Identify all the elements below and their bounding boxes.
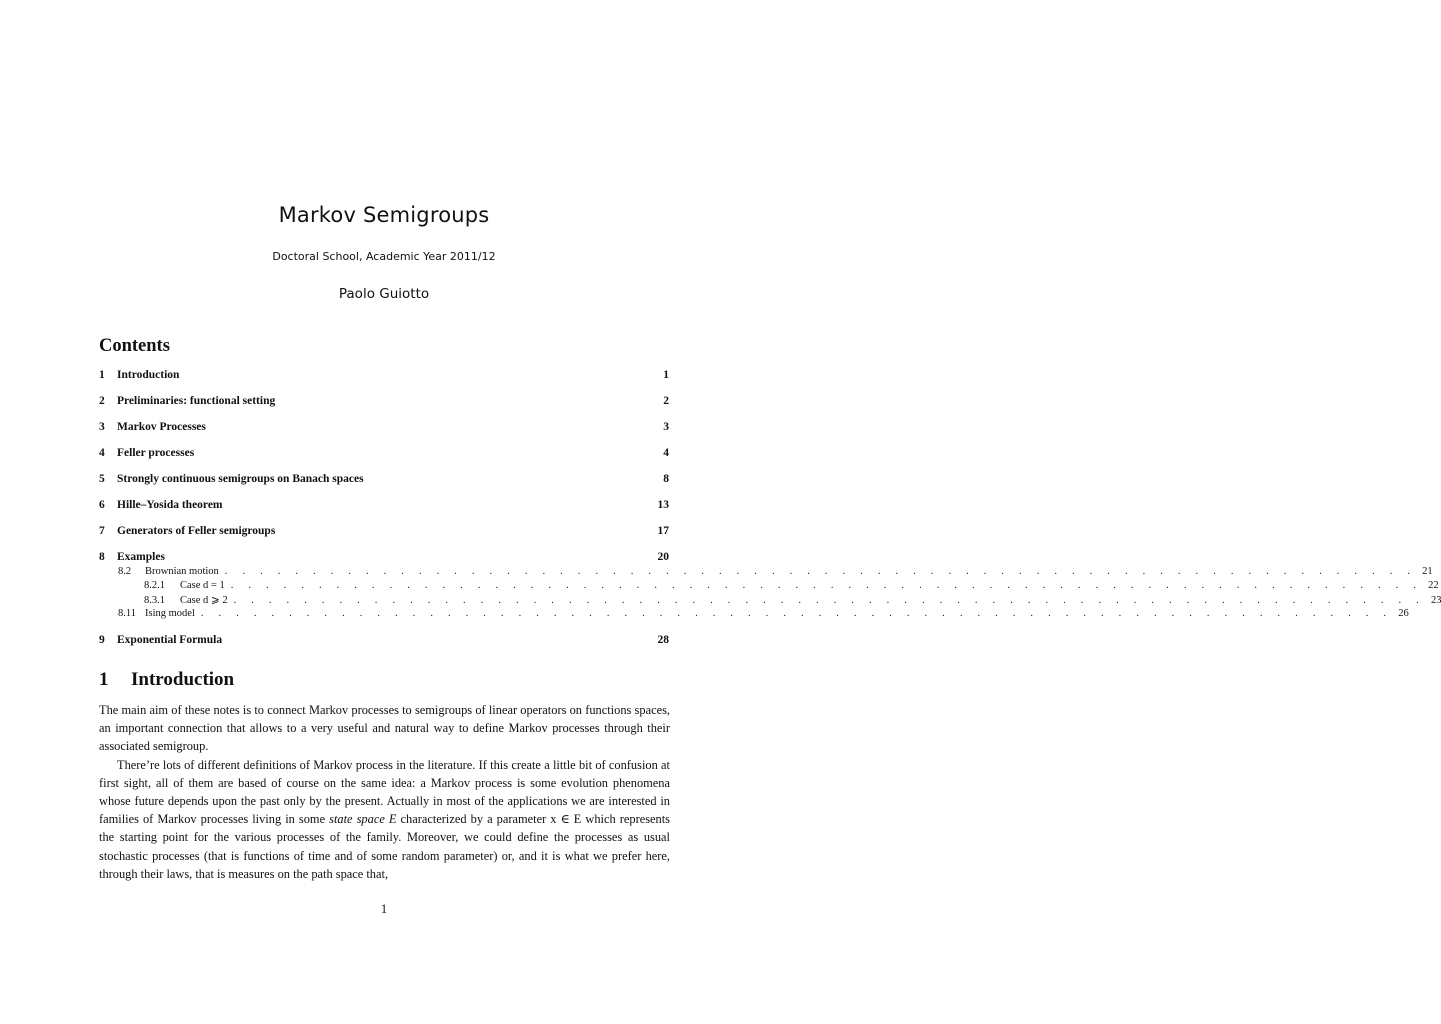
- toc-entry-number: 5: [99, 473, 105, 485]
- toc-entry[interactable]: [99, 525, 669, 541]
- emphasized-term: state space E: [329, 812, 397, 827]
- toc-subentry[interactable]: [118, 566, 1433, 580]
- toc-entry-page: 8: [663, 473, 669, 485]
- document-subtitle: Doctoral School, Academic Year 2011/12: [272, 250, 496, 263]
- toc-entry[interactable]: [99, 421, 669, 437]
- section-heading: [99, 669, 234, 691]
- toc-entry-label: Generators of Feller semigroups: [117, 525, 276, 537]
- toc-subentry-number: 8.2: [118, 566, 132, 577]
- toc-leader-dots: . . . . . . . . . . . . . . . . . . . . . . . . . . . . . . . . . . . . . . . . . . . . . . . . . . . . . . . . . . . . . . . . . . . .: [200, 608, 1393, 619]
- toc-subentry-number: 8.2.1: [144, 580, 165, 591]
- toc-entry[interactable]: [99, 499, 669, 515]
- paragraph-text: There’re lots of different definitions of Markov process in the literature. If this create a little bit of confusion at first sight, all of them are based of course on the same idea: a Markov process is some evolution phenomena whose future depends upon the past only by the present. Actually in most of the applications we are interested in families of Markov processes living in some: [99, 757, 670, 827]
- toc-subentry[interactable]: [118, 608, 1409, 622]
- toc-subentry-label: Case d = 1: [180, 580, 225, 591]
- toc-subentry[interactable]: [144, 594, 1441, 608]
- toc-entry-number: 6: [99, 499, 105, 511]
- toc-entry-page: 1: [663, 369, 669, 381]
- toc-entry-number: 9: [99, 634, 105, 646]
- toc-entry-label: Feller processes: [117, 447, 195, 459]
- contents-heading: Contents: [99, 336, 170, 356]
- toc-entry-page: 4: [663, 447, 669, 459]
- toc-leader-dots: . . . . . . . . . . . . . . . . . . . . . . . . . . . . . . . . . . . . . . . . . . . . . . . . . . . . . . . . . . . . . . . . . . . .: [233, 595, 1425, 606]
- toc-entry[interactable]: [99, 551, 669, 567]
- toc-subentry-number: 8.3.1: [144, 595, 165, 606]
- toc-subentry[interactable]: [144, 580, 1439, 594]
- paragraph: The main aim of these notes is to connect Markov processes to semigroups of linear operators on functions spaces, an important connection that allows to a very useful and natural way to define Markov processes through their associated semigroup.: [99, 703, 670, 754]
- toc-entry[interactable]: [99, 473, 669, 489]
- toc-subentry-page: 23: [1430, 595, 1441, 606]
- toc-entry-number: 4: [99, 447, 105, 459]
- toc-entry-page: 20: [657, 551, 669, 563]
- section-number: 1: [99, 669, 109, 690]
- paragraph-text: characterized by a parameter x ∈ E which represents the starting point for the various processes of the family. Moreover, we could define the processes as usual stochastic processes (that is functions of time and of some random parameter) or, and it is what we prefer here, through their laws, that is measures on the path space that,: [99, 812, 670, 881]
- toc-entry-page: 17: [657, 525, 669, 537]
- toc-entry-page: 13: [657, 499, 669, 511]
- toc-entry-number: 1: [99, 369, 105, 381]
- toc-entry[interactable]: [99, 634, 669, 650]
- toc-entry-label: Examples: [117, 551, 165, 563]
- toc-entry[interactable]: [99, 395, 669, 411]
- toc-entry-number: 8: [99, 551, 105, 563]
- document-author: Paolo Guiotto: [338, 286, 430, 302]
- section-title: Introduction: [131, 669, 235, 690]
- toc-entry-label: Preliminaries: functional setting: [117, 395, 276, 407]
- toc-subentry-number: 8.11: [118, 608, 136, 619]
- toc-entry-label: Introduction: [117, 369, 180, 381]
- toc-entry-number: 2: [99, 395, 105, 407]
- section-body: [99, 701, 670, 883]
- toc-subentry-page: 22: [1428, 580, 1439, 591]
- toc-entry-page: 2: [663, 395, 669, 407]
- toc-subentry-label: Ising model: [145, 608, 195, 619]
- toc-subentry-page: 26: [1398, 608, 1409, 619]
- toc-entry-label: Strongly continuous semigroups on Banach spaces: [117, 473, 364, 485]
- toc-entry-label: Markov Processes: [117, 421, 206, 433]
- toc-leader-dots: . . . . . . . . . . . . . . . . . . . . . . . . . . . . . . . . . . . . . . . . . . . . . . . . . . . . . . . . . . . . . . . . . . . .: [230, 580, 1423, 591]
- toc-entry-number: 3: [99, 421, 105, 433]
- toc-entry-number: 7: [99, 525, 105, 537]
- paragraph: [99, 756, 670, 883]
- toc-entry-label: Hille–Yosida theorem: [117, 499, 223, 511]
- toc-entry-page: 28: [657, 634, 669, 646]
- toc-subentry-page: 21: [1422, 566, 1433, 577]
- toc-entry-page: 3: [663, 421, 669, 433]
- toc-entry-label: Exponential Formula: [117, 634, 223, 646]
- toc-subentry-label: Case d ⩾ 2: [180, 595, 228, 606]
- toc-entry[interactable]: [99, 369, 669, 385]
- toc-leader-dots: . . . . . . . . . . . . . . . . . . . . . . . . . . . . . . . . . . . . . . . . . . . . . . . . . . . . . . . . . . . . . . . . . . . .: [224, 566, 1417, 577]
- page-number: 1: [380, 902, 388, 916]
- document-title: Markov Semigroups: [278, 203, 490, 227]
- toc-entry[interactable]: [99, 447, 669, 463]
- toc-subentry-label: Brownian motion: [145, 566, 219, 577]
